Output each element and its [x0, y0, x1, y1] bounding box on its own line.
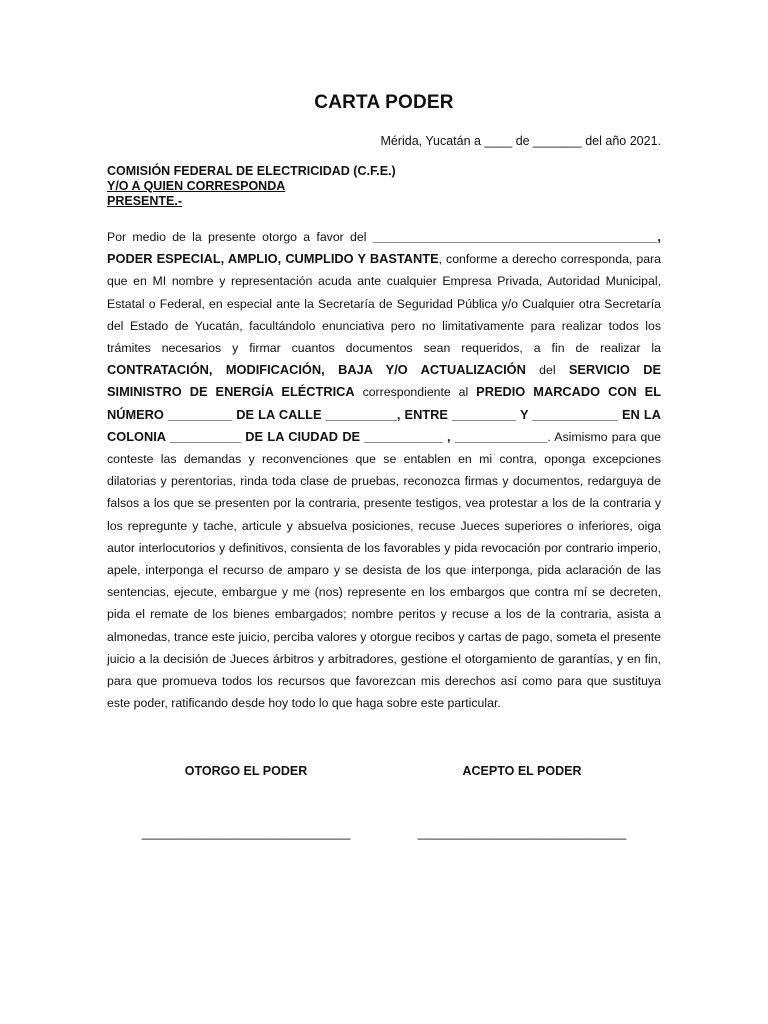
power-type: PODER ESPECIAL, AMPLIO, CUMPLIDO Y BASTANTE [107, 251, 439, 267]
addressee-line-1: COMISIÓN FEDERAL DE ELECTRICIDAD (C.F.E.) [107, 164, 396, 178]
grantor-signature-line: ______________________________ [141, 826, 351, 840]
body-part-5: . Asimismo para que conteste las demandas y reconvenciones que se entablen en mi contra, oponga excepciones dilatorias y perentorias, rinda toda clase de pruebas, reconozca firmas y documentos, redarguya de falsos a los que se presenten por la contraria, presente testigos, vea protestar a los de la contraria y los repregunte y tache, articule y absuelva posiciones, recuse Jueces superiores o inferiores, oiga autor interlocutorios y definitivos, consienta de los favorables y pida revocación por contrario imperio, apele, interponga el recurso de amparo y se desista de los que interponga, pida aclaración de las sentencias, ejecute, embargue y me (nos) represente en los embargos que contra mí se decreten, pida el remate de los bienes embargados; nombre peritos y recuse a los de la contraria, asista a almonedas, trance este juicio, perciba valores y otorgue recibos y cartas de pago, someta el presente juicio a la decisión de Jueces árbitros y arbitradores, gestione el otorgamiento de garantías, y en fin, para que promueva todos los recursos que favorezcan mis derechos así como para que sustituya este poder, ratificando desde hoy todo lo que haga sobre este particular. [107, 429, 661, 711]
property-address: PREDIO MARCADO CON EL NÚMERO _________ DE LA CALLE __________, ENTRE _________ Y ____________ EN LA COLONIA __________ DE LA CIUDAD DE ___________ , _____________ [107, 384, 662, 444]
addressee-line-3: PRESENTE.- [107, 194, 183, 208]
grantee-blank: ________________________________________, [372, 229, 661, 244]
grantee-label: ACEPTO EL PODER [462, 764, 582, 778]
date-line: Mérida, Yucatán a ____ de _______ del año 2021. [380, 134, 661, 148]
body-part-2: , conforme a derecho corresponda, para que en MI nombre y representación acuda ante cualquier Empresa Privada, Autoridad Municipal, Estatal o Federal, en especial ante la Secretaría de Seguridad Pública y/o Cualquier otra Secretaría del Estado de Yucatán, facultándolo enunciativa pero no limitativamente para realizar todos los trámites necesarios y firmar cuantos documentos sean requeridos, a fin de realizar la [107, 252, 661, 356]
document-title: CARTA PODER [314, 92, 454, 113]
body-part-3: del [525, 363, 569, 378]
body-paragraph [107, 226, 661, 714]
grantor-label: OTORGO EL PODER [184, 764, 308, 778]
addressee-block [107, 164, 396, 209]
body-intro: Por medio de la presente otorgo a favor del [107, 230, 373, 244]
service-type: SERVICIO DE SIMINISTRO DE ENERGÍA ELÉCTRICA [107, 362, 661, 400]
purpose-actions: CONTRATACIÓN, MODIFICACIÓN, BAJA Y/O ACTUALIZACIÓN [107, 362, 526, 378]
body-part-4: correspondiente al [354, 385, 477, 400]
grantee-signature-line: ______________________________ [417, 826, 627, 840]
addressee-line-2: Y/O A QUIEN CORRESPONDA [107, 179, 286, 193]
